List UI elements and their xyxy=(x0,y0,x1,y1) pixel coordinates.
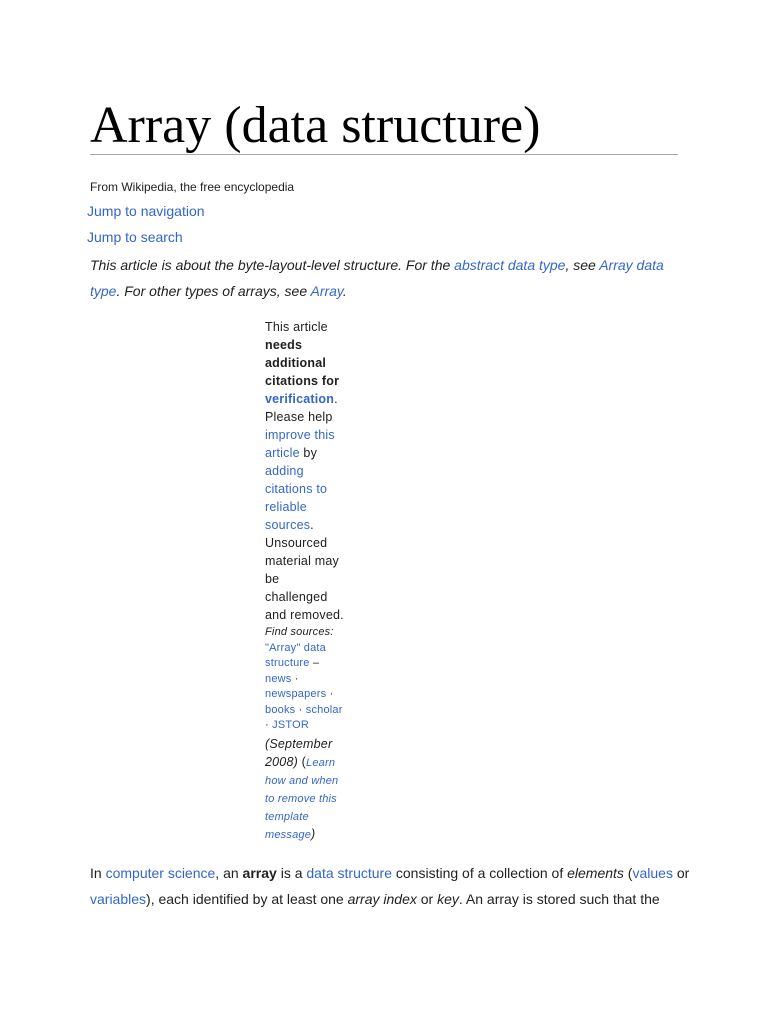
citation-needed-notice xyxy=(265,318,345,843)
notice-text: . Unsourced material may be challenged and removed. xyxy=(265,518,344,622)
notice-text: This article xyxy=(265,320,328,334)
verification-link[interactable]: verification xyxy=(265,392,335,406)
hatnote-text: . xyxy=(342,283,347,299)
hatnote-text: , see xyxy=(565,257,600,273)
hatnote-text: . For other types of arrays, see xyxy=(116,283,311,299)
notice-bold-text: needs additional citations for xyxy=(265,338,340,388)
abstract-data-type-link[interactable]: abstract data type xyxy=(454,257,566,273)
body-text: or xyxy=(416,891,438,907)
improve-article-link[interactable]: improve this article xyxy=(265,428,335,460)
jstor-link[interactable]: JSTOR xyxy=(272,719,309,731)
array-term: array xyxy=(242,865,277,881)
scholar-link[interactable]: scholar xyxy=(305,703,343,716)
learn-remove-template-link[interactable]: Learn how and when to remove this template message xyxy=(265,756,339,841)
separator: · xyxy=(326,688,334,700)
computer-science-link[interactable]: computer science xyxy=(105,865,216,881)
lead-paragraph xyxy=(90,860,690,912)
separator: · xyxy=(291,672,299,685)
page-title: Array (data structure) xyxy=(90,97,541,154)
site-tagline: From Wikipedia, the free encyclopedia xyxy=(90,180,295,194)
find-sources xyxy=(265,625,345,734)
array-index-term: array index xyxy=(347,891,417,907)
elements-term: elements xyxy=(567,865,624,881)
jump-to-navigation-link[interactable]: Jump to navigation xyxy=(87,203,205,219)
source-query-link[interactable]: "Array" data structure xyxy=(265,641,326,669)
body-text: In xyxy=(90,865,106,881)
array-link[interactable]: Array xyxy=(310,283,343,299)
find-sources-label: Find sources: xyxy=(265,626,334,638)
data-structure-link[interactable]: data structure xyxy=(306,865,392,881)
body-text: consisting of a collection of xyxy=(392,865,568,881)
body-text: is a xyxy=(276,865,307,881)
paren: ( xyxy=(297,754,307,769)
body-text: , an xyxy=(215,865,243,881)
body-text: ), each identified by at least one xyxy=(146,891,348,907)
separator: · xyxy=(295,703,306,716)
array-data-type-link[interactable]: Array data type xyxy=(90,257,664,299)
hatnote xyxy=(90,252,680,304)
separator: · xyxy=(265,719,273,731)
notice-date: (September 2008) xyxy=(265,736,333,769)
key-term: key xyxy=(437,891,459,907)
variables-link[interactable]: variables xyxy=(90,891,147,907)
newspapers-link[interactable]: newspapers xyxy=(265,688,327,700)
jump-to-search-link[interactable]: Jump to search xyxy=(87,229,183,245)
books-link[interactable]: books xyxy=(265,703,296,716)
adding-citations-link[interactable]: adding citations to reliable sources xyxy=(265,464,328,532)
notice-text: by xyxy=(299,446,318,460)
body-text: or xyxy=(672,865,690,881)
title-divider xyxy=(90,154,678,155)
body-text: ( xyxy=(623,865,633,881)
paren: ) xyxy=(311,826,316,841)
values-link[interactable]: values xyxy=(632,865,673,881)
hatnote-text: This article is about the byte-layout-level structure. For the xyxy=(90,257,455,273)
body-text: . An array is stored such that the xyxy=(458,891,660,907)
notice-text: . Please help xyxy=(265,392,338,424)
news-link[interactable]: news xyxy=(265,672,292,685)
separator: – xyxy=(309,657,320,669)
